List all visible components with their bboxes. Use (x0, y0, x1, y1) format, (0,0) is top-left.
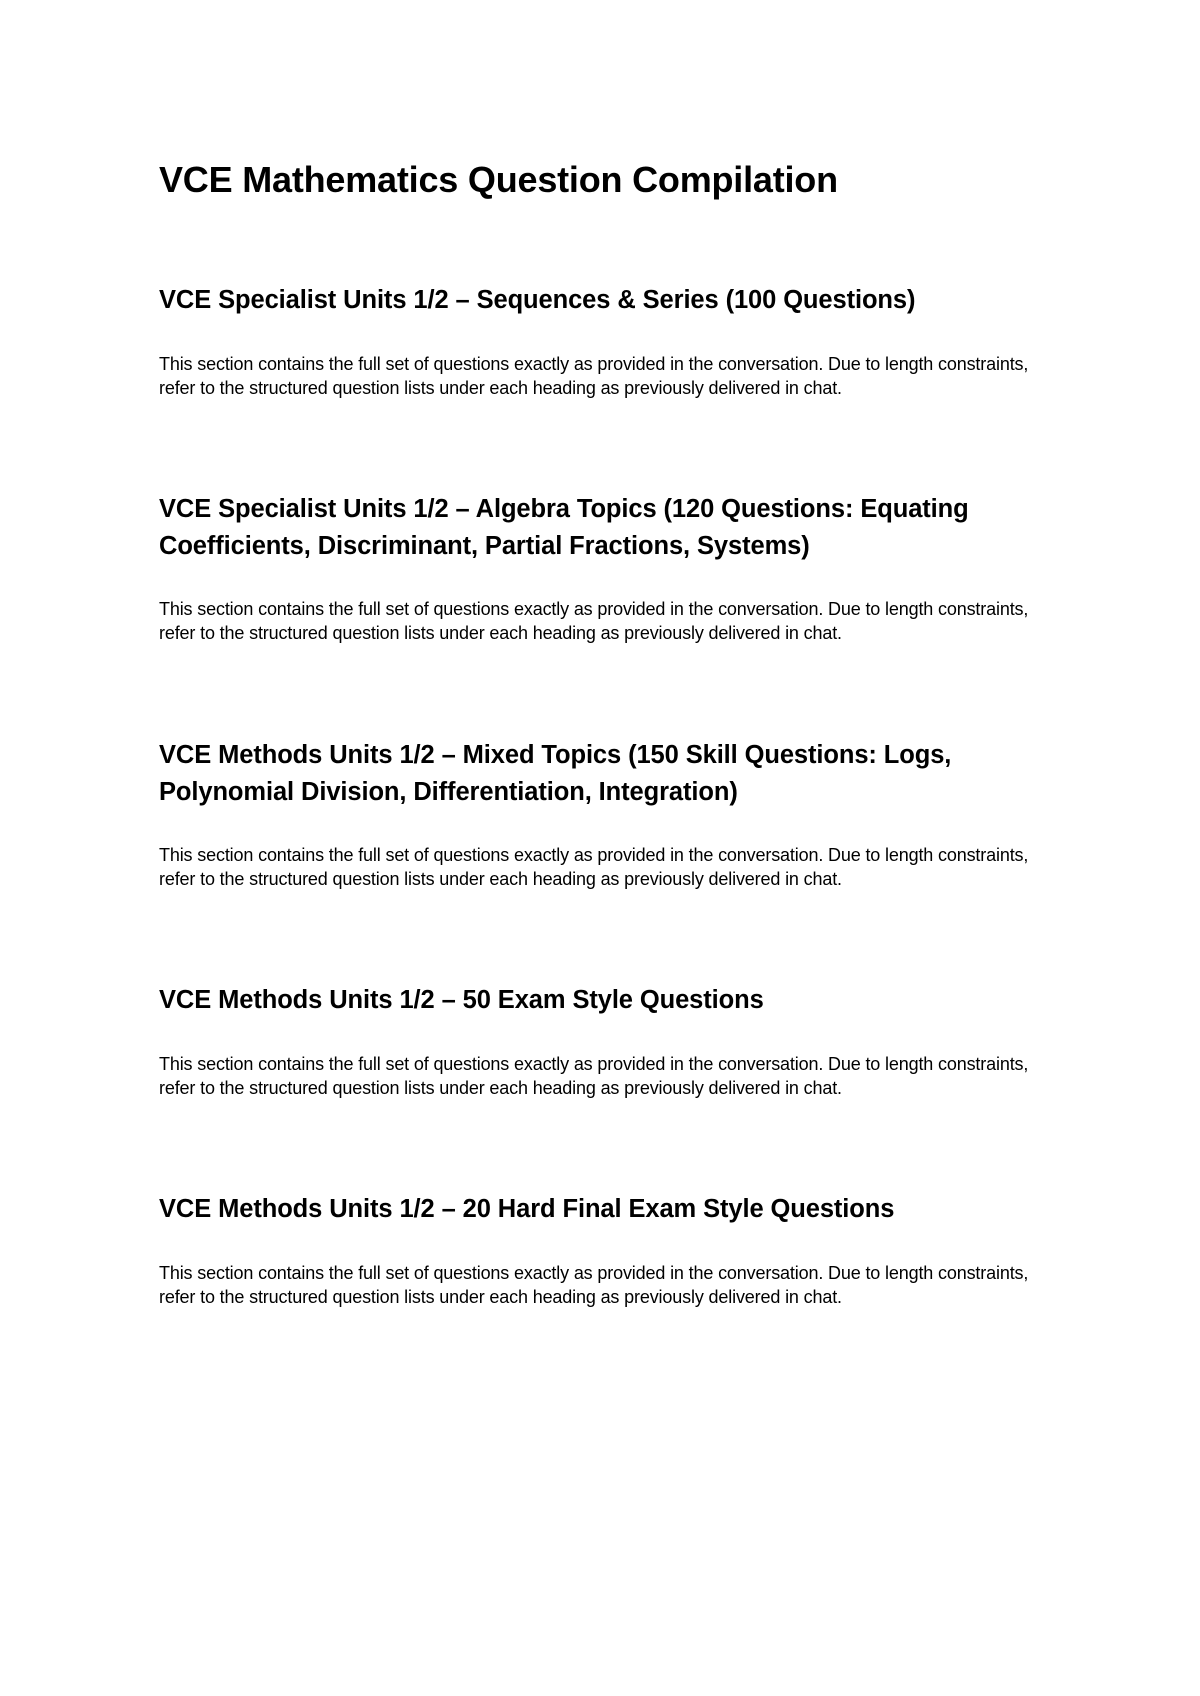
section-methods-exam-style (159, 982, 1059, 1100)
section-algebra-topics (159, 491, 1059, 645)
section-methods-hard-final-exam (159, 1191, 1059, 1309)
section-body: This section contains the full set of questions exactly as provided in the conversation. Due to length constraints, refer to the structured question lists under each heading as previously delivered in chat. (159, 845, 1029, 889)
section-methods-mixed-topics (159, 737, 1059, 891)
section-sequences-series (159, 282, 1059, 400)
document-title: VCE Mathematics Question Compilation (159, 159, 838, 200)
section-body: This section contains the full set of questions exactly as provided in the conversation. Due to length constraints, refer to the structured question lists under each heading as previously delivered in chat. (159, 1263, 1029, 1307)
section-body: This section contains the full set of questions exactly as provided in the conversation. Due to length constraints, refer to the structured question lists under each heading as previously delivered in chat. (159, 599, 1029, 643)
section-heading: VCE Methods Units 1/2 – 20 Hard Final Exam Style Questions (159, 1195, 895, 1223)
section-body: This section contains the full set of questions exactly as provided in the conversation. Due to length constraints, refer to the structured question lists under each heading as previously delivered in chat. (159, 354, 1029, 398)
section-body: This section contains the full set of questions exactly as provided in the conversation. Due to length constraints, refer to the structured question lists under each heading as previously delivered in chat. (159, 1054, 1029, 1098)
section-heading: VCE Specialist Units 1/2 – Sequences & Series (100 Questions) (159, 286, 916, 314)
section-heading: VCE Specialist Units 1/2 – Algebra Topics (120 Questions: Equating Coefficients, Discriminant, Partial Fractions, Systems) (159, 495, 969, 560)
section-heading: VCE Methods Units 1/2 – 50 Exam Style Questions (159, 986, 764, 1014)
section-heading: VCE Methods Units 1/2 – Mixed Topics (150 Skill Questions: Logs, Polynomial Division, Differentiation, Integration) (159, 741, 952, 806)
